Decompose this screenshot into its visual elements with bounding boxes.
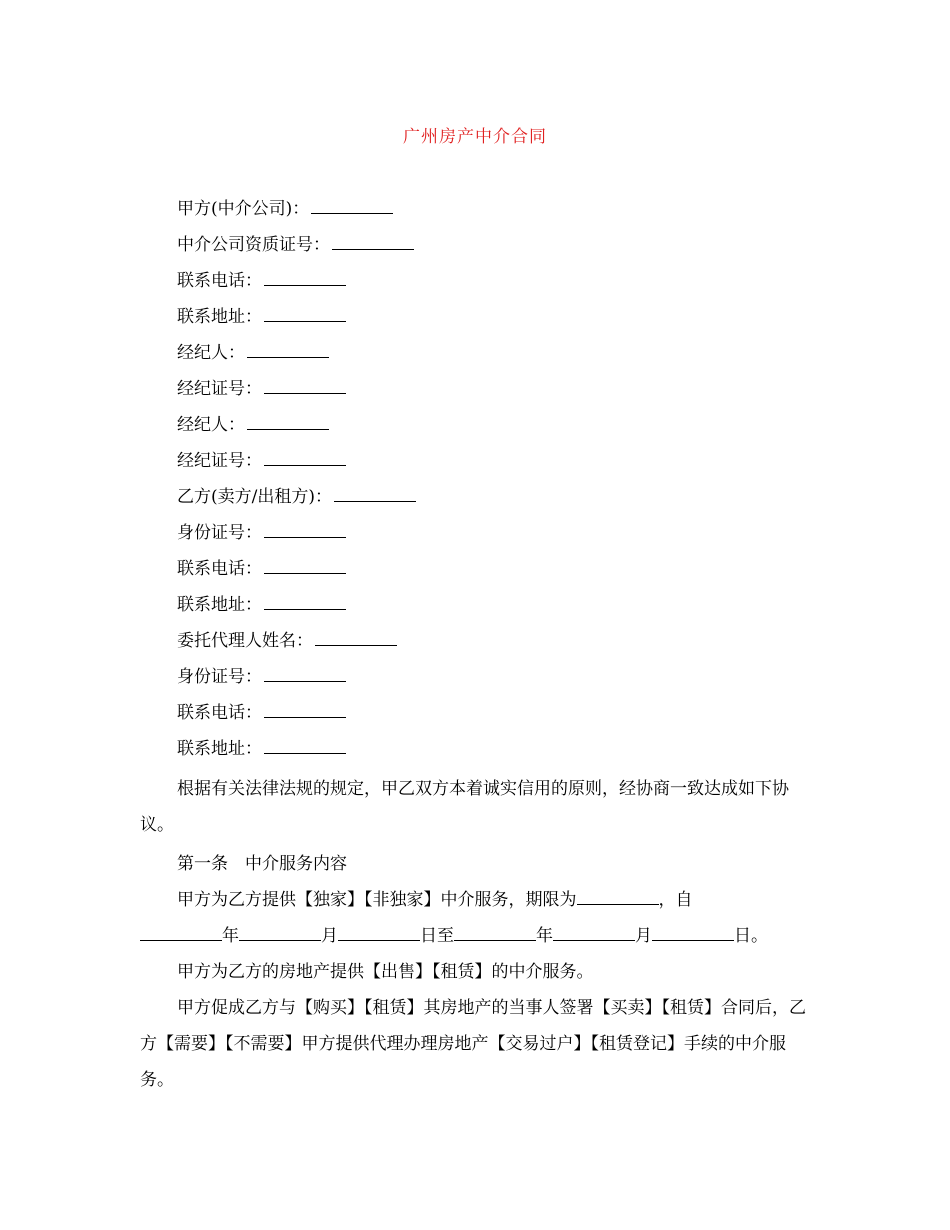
field-row	[177, 303, 416, 339]
field-row	[177, 339, 416, 375]
article-1-paragraph-1	[140, 882, 812, 954]
term-blank	[577, 887, 659, 905]
year-label: 年	[222, 926, 239, 946]
field-label: 联系地址：	[177, 739, 262, 759]
day-blank	[338, 923, 420, 941]
field-row	[177, 699, 416, 735]
field-row	[177, 411, 416, 447]
party-info-list	[177, 195, 416, 771]
month-label: 月	[321, 926, 338, 946]
field-label: 联系电话：	[177, 703, 262, 723]
intro-paragraph: 根据有关法律法规的规定，甲乙双方本着诚实信用的原则，经协商一致达成如下协议。	[140, 779, 789, 835]
field-blank	[247, 340, 329, 358]
document-title: 广州房产中介合同	[403, 127, 547, 147]
field-blank	[264, 304, 346, 322]
field-label: 身份证号：	[177, 523, 262, 543]
field-blank	[264, 700, 346, 718]
article-1-paragraph-3: 甲方促成乙方与【购买】【租赁】其房地产的当事人签署【买卖】【租赁】合同后，乙方【需要】【不需要】甲方提供代理办理房地产【交易过户】【租赁登记】手续的中介服务。	[140, 998, 806, 1090]
field-blank	[332, 232, 414, 250]
day-blank	[652, 923, 734, 941]
field-label: 乙方(卖方/出租方)：	[177, 487, 332, 507]
field-row	[177, 735, 416, 771]
month-label: 月	[635, 926, 652, 946]
field-blank	[334, 484, 416, 502]
field-label: 经纪证号：	[177, 379, 262, 399]
field-row	[177, 627, 416, 663]
field-blank	[264, 376, 346, 394]
field-blank	[264, 592, 346, 610]
field-label: 联系电话：	[177, 271, 262, 291]
article-1-paragraph-2: 甲方为乙方的房地产提供【出售】【租赁】的中介服务。	[177, 962, 594, 982]
field-label: 联系地址：	[177, 595, 262, 615]
field-blank	[264, 556, 346, 574]
year-blank	[454, 923, 536, 941]
field-row	[177, 555, 416, 591]
field-label: 经纪证号：	[177, 451, 262, 471]
field-row	[177, 591, 416, 627]
field-row	[177, 267, 416, 303]
article-1-heading: 第一条 中介服务内容	[177, 854, 347, 874]
field-row	[177, 195, 416, 231]
field-blank	[311, 196, 393, 214]
field-row	[177, 375, 416, 411]
day-to-label: 日至	[420, 926, 454, 946]
field-blank	[315, 628, 397, 646]
field-label: 联系地址：	[177, 307, 262, 327]
field-row	[177, 447, 416, 483]
field-row	[177, 519, 416, 555]
year-blank	[140, 923, 222, 941]
field-label: 身份证号：	[177, 667, 262, 687]
month-blank	[239, 923, 321, 941]
field-label: 甲方(中介公司)：	[177, 199, 310, 219]
field-blank	[264, 664, 346, 682]
year-label: 年	[536, 926, 553, 946]
field-label: 中介公司资质证号：	[177, 235, 330, 255]
field-blank	[247, 412, 329, 430]
field-blank	[264, 448, 346, 466]
field-label: 联系电话：	[177, 559, 262, 579]
field-blank	[264, 268, 346, 286]
field-blank	[264, 736, 346, 754]
day-end-label: 日。	[734, 926, 768, 946]
field-label: 经纪人：	[177, 415, 245, 435]
field-label: 委托代理人姓名：	[177, 631, 313, 651]
field-row	[177, 231, 416, 267]
field-row	[177, 483, 416, 519]
field-label: 经纪人：	[177, 343, 245, 363]
para1-text-b: ，自	[658, 890, 693, 910]
field-blank	[264, 520, 346, 538]
month-blank	[553, 923, 635, 941]
para1-text-a: 甲方为乙方提供【独家】【非独家】中介服务，期限为	[177, 890, 577, 910]
field-row	[177, 663, 416, 699]
